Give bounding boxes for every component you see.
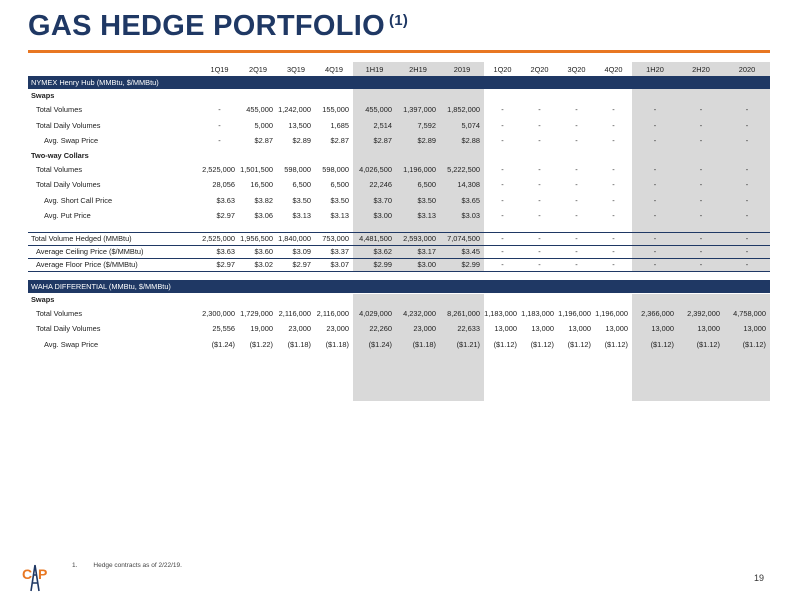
table-cell: ($1.12) <box>530 339 554 349</box>
table-cell: $3.65 <box>461 195 480 205</box>
column-header: 4Q19 <box>324 64 344 74</box>
table-cell: 28,056 <box>212 180 235 190</box>
table-cell: - <box>575 211 578 221</box>
table-cell: 16,500 <box>250 180 273 190</box>
table-cell: - <box>501 164 504 174</box>
table-cell: $3.50 <box>292 195 311 205</box>
table-cell: 22,246 <box>369 180 392 190</box>
table-cell: - <box>575 105 578 115</box>
empty-cell <box>521 89 558 102</box>
table-cell: 5,000 <box>254 120 273 130</box>
table-cell: ($1.18) <box>287 339 311 349</box>
table-cell: $2.87 <box>254 136 273 146</box>
table-cell: 1,183,000 <box>521 308 554 318</box>
table-cell: $2.89 <box>417 136 436 146</box>
table-cell: 6,500 <box>330 180 349 190</box>
row-label: Average Floor Price ($/MMBtu) <box>28 258 200 271</box>
table-cell: - <box>612 164 615 174</box>
empty-cell <box>200 149 239 162</box>
row-label: Total Daily Volumes <box>36 120 101 130</box>
table-cell: - <box>501 195 504 205</box>
table-cell: $2.99 <box>353 258 396 271</box>
column-header: 2019 <box>453 64 471 74</box>
empty-cell <box>277 89 315 102</box>
empty-cell <box>724 293 770 306</box>
table-cell: - <box>595 232 632 245</box>
table-cell: - <box>653 195 657 205</box>
table-cell: 2,525,000 <box>202 164 235 174</box>
table-cell: 4,029,000 <box>359 308 392 318</box>
page-title <box>28 10 408 43</box>
page-number: 19 <box>753 573 764 583</box>
table-row <box>28 102 770 118</box>
table-cell: - <box>575 120 578 130</box>
table-cell: $2.97 <box>216 211 235 221</box>
table-row <box>28 321 770 337</box>
group-header: Two-way Collars <box>31 150 89 160</box>
table-cell: 2,525,000 <box>200 232 239 245</box>
logo-letter-p: P <box>38 566 48 582</box>
table-cell: 455,000 <box>365 105 392 115</box>
table-cell: - <box>632 232 678 245</box>
row-label: Avg. Swap Price <box>44 339 99 349</box>
table-cell: 4,026,500 <box>359 164 392 174</box>
empty-cell <box>396 149 440 162</box>
empty-cell <box>315 89 353 102</box>
title-underline <box>28 50 770 53</box>
table-cell: - <box>218 105 221 115</box>
empty-cell <box>277 293 315 306</box>
column-header: 2020 <box>738 64 756 74</box>
table-cell: ($1.12) <box>742 339 766 349</box>
row-label: Avg. Swap Price <box>44 136 99 146</box>
table-cell: - <box>653 164 657 174</box>
table-cell: 5,074 <box>461 120 480 130</box>
table-cell: ($1.22) <box>249 339 273 349</box>
column-header: 3Q19 <box>286 64 306 74</box>
table-cell: 598,000 <box>284 164 311 174</box>
table-cell: - <box>699 136 703 146</box>
table-cell: - <box>745 120 749 130</box>
table-cell: - <box>521 232 558 245</box>
table-cell: $2.97 <box>277 258 315 271</box>
table-cell: - <box>538 105 541 115</box>
table-cell: - <box>612 120 615 130</box>
table-cell: - <box>632 245 678 258</box>
row-label: Total Volumes <box>36 105 83 115</box>
table-cell: 4,232,000 <box>403 308 436 318</box>
table-cell: 13,000 <box>531 324 554 334</box>
column-header: 4Q20 <box>604 64 623 74</box>
table-cell: 2,593,000 <box>396 232 440 245</box>
table-cell: 14,308 <box>457 180 480 190</box>
empty-cell <box>558 293 595 306</box>
table-cell: - <box>218 120 221 130</box>
table-cell: 155,000 <box>322 105 349 115</box>
table-cell: - <box>558 245 595 258</box>
empty-cell <box>484 89 521 102</box>
table-cell: - <box>501 120 504 130</box>
table-cell: 19,000 <box>250 324 273 334</box>
table-cell: $3.70 <box>373 195 392 205</box>
table-cell: $3.63 <box>200 245 239 258</box>
row-label: Total Volumes <box>36 308 83 318</box>
column-header: 1Q20 <box>493 64 512 74</box>
table-cell: - <box>595 258 632 271</box>
empty-cell <box>484 149 521 162</box>
table-cell: $3.00 <box>396 258 440 271</box>
table-cell: 1,840,000 <box>277 232 315 245</box>
table-cell: ($1.21) <box>456 339 480 349</box>
table-cell: $3.00 <box>373 211 392 221</box>
column-header: 3Q20 <box>567 64 586 74</box>
empty-cell <box>678 89 724 102</box>
table-cell: - <box>558 232 595 245</box>
table-row <box>28 118 770 134</box>
table-cell: 753,000 <box>315 232 353 245</box>
table-cell: 2,392,000 <box>687 308 720 318</box>
table-cell: 7,592 <box>417 120 436 130</box>
empty-cell <box>632 293 678 306</box>
table-cell: 598,000 <box>322 164 349 174</box>
table-cell: $3.03 <box>461 211 480 221</box>
table-cell: - <box>612 211 615 221</box>
row-label: Total Daily Volumes <box>36 324 101 334</box>
table-cell: - <box>538 195 541 205</box>
group-header: Swaps <box>31 91 55 100</box>
table-cell: 1,685 <box>330 120 349 130</box>
empty-cell <box>396 89 440 102</box>
table-cell: $3.09 <box>277 245 315 258</box>
table-cell: 455,000 <box>246 105 273 115</box>
empty-cell <box>200 293 239 306</box>
table-cell: 1,397,000 <box>403 105 436 115</box>
table-cell: 2,300,000 <box>202 308 235 318</box>
empty-cell <box>521 293 558 306</box>
table-cell: $3.13 <box>417 211 436 221</box>
table-cell: - <box>745 180 749 190</box>
table-row <box>28 337 770 353</box>
table-cell: - <box>724 245 770 258</box>
table-row <box>28 258 770 271</box>
empty-cell <box>595 293 632 306</box>
table-row <box>28 306 770 322</box>
table-cell: - <box>699 120 703 130</box>
table-cell: - <box>699 105 703 115</box>
table-cell: - <box>484 245 521 258</box>
table-cell: - <box>484 232 521 245</box>
table-cell: - <box>653 211 657 221</box>
table-cell: $3.02 <box>239 258 277 271</box>
hedge-table-body <box>28 62 770 352</box>
footnote-text: Hedge contracts as of 2/22/19. <box>93 562 182 569</box>
table-cell: 1,242,000 <box>278 105 311 115</box>
table-row <box>28 133 770 149</box>
section-header-row <box>28 76 770 89</box>
table-cell: - <box>501 211 504 221</box>
table-cell: 13,000 <box>697 324 720 334</box>
table-cell: $2.99 <box>440 258 484 271</box>
table-cell: $2.89 <box>292 136 311 146</box>
table-cell: 25,556 <box>212 324 235 334</box>
table-cell: $3.82 <box>254 195 273 205</box>
group-header-row <box>28 89 770 102</box>
empty-cell <box>315 149 353 162</box>
empty-cell <box>632 149 678 162</box>
table-cell: ($1.12) <box>604 339 628 349</box>
column-header: 2Q19 <box>248 64 268 74</box>
table-cell: - <box>538 211 541 221</box>
table-cell: 23,000 <box>326 324 349 334</box>
empty-cell <box>558 89 595 102</box>
empty-cell <box>239 149 277 162</box>
table-cell: - <box>745 195 749 205</box>
table-cell: 13,000 <box>494 324 517 334</box>
table-cell: 2,116,000 <box>278 308 311 318</box>
empty-cell <box>678 293 724 306</box>
table-cell: - <box>484 258 521 271</box>
empty-cell <box>595 149 632 162</box>
table-cell: 2,116,000 <box>316 308 349 318</box>
section-header: WAHA DIFFERENTIAL (MMBtu, $/MMBtu) <box>28 280 770 293</box>
empty-cell <box>239 293 277 306</box>
table-cell: - <box>653 120 657 130</box>
group-header-row <box>28 293 770 306</box>
table-cell: 8,261,000 <box>447 308 480 318</box>
table-cell: ($1.24) <box>368 339 392 349</box>
table-cell: 6,500 <box>292 180 311 190</box>
table-cell: - <box>678 232 724 245</box>
table-cell: - <box>521 258 558 271</box>
empty-cell <box>353 89 396 102</box>
spacer-cell <box>28 271 770 280</box>
table-cell: 13,000 <box>651 324 674 334</box>
table-cell: 1,852,000 <box>447 105 480 115</box>
table-cell: ($1.18) <box>412 339 436 349</box>
table-cell: 1,956,500 <box>239 232 277 245</box>
hedge-table <box>28 62 770 352</box>
table-cell: - <box>699 180 703 190</box>
table-cell: - <box>501 180 504 190</box>
empty-cell <box>315 293 353 306</box>
table-cell: 1,729,000 <box>240 308 273 318</box>
table-cell: 2,514 <box>373 120 392 130</box>
table-cell: - <box>521 245 558 258</box>
table-cell: - <box>745 211 749 221</box>
table-cell: ($1.12) <box>493 339 517 349</box>
row-label: Average Ceiling Price ($/MMBtu) <box>28 245 200 258</box>
footnote <box>72 562 198 569</box>
table-cell: - <box>595 245 632 258</box>
table-cell: - <box>678 258 724 271</box>
table-cell: $3.13 <box>330 211 349 221</box>
row-label: Total Daily Volumes <box>36 180 101 190</box>
table-cell: - <box>575 136 578 146</box>
empty-cell <box>239 89 277 102</box>
empty-cell <box>595 89 632 102</box>
empty-cell <box>724 89 770 102</box>
table-cell: 1,196,000 <box>403 164 436 174</box>
column-header: 1H20 <box>646 64 664 74</box>
table-cell: - <box>699 164 703 174</box>
table-cell: ($1.24) <box>211 339 235 349</box>
table-cell: - <box>218 136 221 146</box>
column-header: 2Q20 <box>530 64 549 74</box>
table-cell: - <box>612 195 615 205</box>
empty-cell <box>353 293 396 306</box>
table-cell: - <box>745 105 749 115</box>
group-header: Swaps <box>31 294 55 304</box>
logo-letter-c: C <box>22 566 33 582</box>
table-cell: 13,000 <box>568 324 591 334</box>
table-cell: 7,074,500 <box>440 232 484 245</box>
table-cell: - <box>724 232 770 245</box>
table-cell: 13,000 <box>743 324 766 334</box>
empty-cell <box>521 149 558 162</box>
row-label: Avg. Put Price <box>44 211 91 221</box>
table-cell: - <box>745 136 749 146</box>
column-header: 2H19 <box>409 64 427 74</box>
table-cell: - <box>538 120 541 130</box>
table-cell: - <box>575 164 578 174</box>
empty-cell <box>353 149 396 162</box>
table-cell: $3.17 <box>396 245 440 258</box>
table-cell: 2,366,000 <box>641 308 674 318</box>
table-cell: 22,633 <box>457 324 480 334</box>
table-cell: - <box>653 136 657 146</box>
table-cell: 22,260 <box>369 324 392 334</box>
table-cell: - <box>699 211 703 221</box>
table-cell: $3.13 <box>292 211 311 221</box>
page-title-text: GAS HEDGE PORTFOLIO <box>28 10 385 42</box>
table-cell: $3.50 <box>417 195 436 205</box>
table-cell: $3.50 <box>330 195 349 205</box>
table-cell: - <box>745 164 749 174</box>
table-row <box>28 245 770 258</box>
table-cell: $2.87 <box>330 136 349 146</box>
table-cell: - <box>501 136 504 146</box>
row-label: Total Volumes <box>36 164 83 174</box>
table-cell: 5,222,500 <box>447 164 480 174</box>
table-cell: $2.88 <box>461 136 480 146</box>
table-row <box>28 177 770 193</box>
table-cell: ($1.12) <box>567 339 591 349</box>
table-cell: - <box>538 136 541 146</box>
table-cell: - <box>575 180 578 190</box>
table-cell: $3.37 <box>315 245 353 258</box>
empty-cell <box>632 89 678 102</box>
table-cell: 6,500 <box>417 180 436 190</box>
table-cell: $2.87 <box>373 136 392 146</box>
spacer-row <box>28 271 770 280</box>
empty-cell <box>678 149 724 162</box>
table-cell: $3.63 <box>216 195 235 205</box>
page-title-footnote-ref: (1) <box>388 12 409 29</box>
table-cell: $3.07 <box>315 258 353 271</box>
hedge-table-container <box>28 62 770 352</box>
table-row <box>28 208 770 224</box>
empty-cell <box>396 293 440 306</box>
table-cell: - <box>558 258 595 271</box>
row-label: Total Volume Hedged (MMBtu) <box>28 232 200 245</box>
table-cell: 13,000 <box>605 324 628 334</box>
empty-cell <box>724 149 770 162</box>
table-cell: 4,758,000 <box>733 308 766 318</box>
column-header-row <box>28 62 770 76</box>
spacer-cell <box>28 224 770 233</box>
table-cell: - <box>501 105 504 115</box>
table-cell: 4,481,500 <box>353 232 396 245</box>
table-cell: 1,501,500 <box>240 164 273 174</box>
header-blank <box>28 62 200 76</box>
table-cell: 13,500 <box>288 120 311 130</box>
empty-cell <box>440 149 484 162</box>
table-cell: $2.97 <box>200 258 239 271</box>
table-cell: ($1.12) <box>696 339 720 349</box>
company-logo <box>22 561 48 593</box>
table-cell: - <box>699 195 703 205</box>
table-cell: - <box>575 195 578 205</box>
column-header: 1Q19 <box>210 64 229 74</box>
table-cell: ($1.18) <box>325 339 349 349</box>
table-cell: 1,196,000 <box>595 308 628 318</box>
table-cell: - <box>538 180 541 190</box>
table-cell: - <box>538 164 541 174</box>
table-row <box>28 162 770 178</box>
table-cell: 23,000 <box>288 324 311 334</box>
table-cell: 1,183,000 <box>484 308 517 318</box>
empty-cell <box>440 293 484 306</box>
empty-cell <box>277 149 315 162</box>
column-header: 1H19 <box>365 64 384 74</box>
empty-cell <box>200 89 239 102</box>
table-cell: ($1.12) <box>650 339 674 349</box>
empty-cell <box>558 149 595 162</box>
table-cell: - <box>724 258 770 271</box>
section-header-row <box>28 280 770 293</box>
spacer-row <box>28 224 770 233</box>
column-header: 2H20 <box>692 64 710 74</box>
table-cell: $3.60 <box>239 245 277 258</box>
table-cell: - <box>653 180 657 190</box>
table-cell: $3.62 <box>353 245 396 258</box>
footnote-number: 1. <box>72 562 78 569</box>
table-row <box>28 232 770 245</box>
table-cell: - <box>612 136 615 146</box>
table-cell: - <box>678 245 724 258</box>
empty-cell <box>484 293 521 306</box>
table-cell: - <box>653 105 657 115</box>
table-cell: - <box>612 105 615 115</box>
row-label: Avg. Short Call Price <box>44 195 113 205</box>
table-cell: 23,000 <box>413 324 436 334</box>
group-header-row <box>28 149 770 162</box>
table-cell: - <box>612 180 615 190</box>
table-row <box>28 193 770 209</box>
table-cell: - <box>632 258 678 271</box>
table-cell: 1,196,000 <box>558 308 591 318</box>
table-cell: $3.06 <box>254 211 273 221</box>
table-cell: $3.45 <box>440 245 484 258</box>
section-header: NYMEX Henry Hub (MMBtu, $/MMBtu) <box>28 76 770 89</box>
empty-cell <box>440 89 484 102</box>
